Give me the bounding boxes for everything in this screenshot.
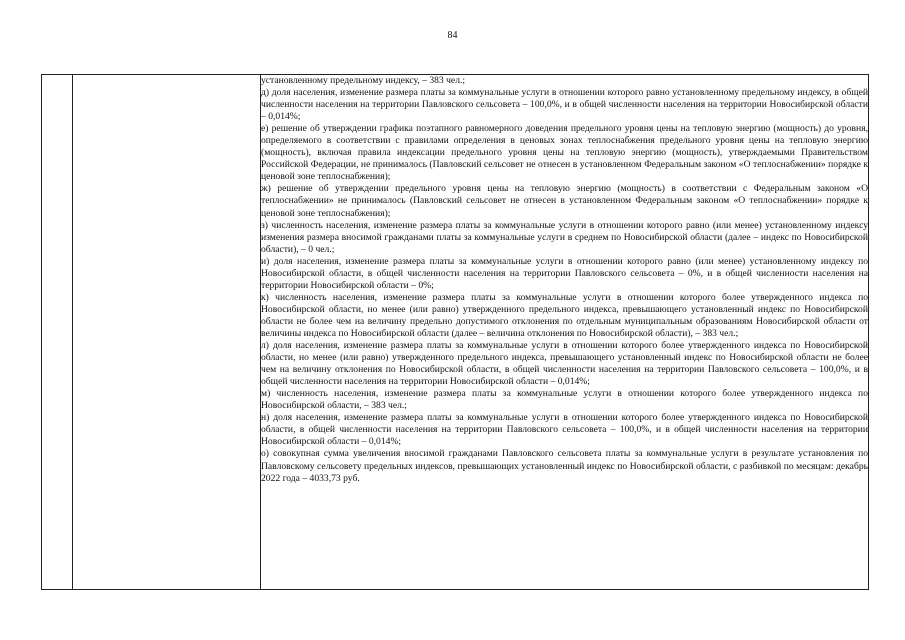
paragraph-d: д) доля населения, изменение размера платы за коммунальные услуги в отношении которого равно установленному предельному индексу, в общей численности населения на территории Павловского сельсовета – 100,0%, и в общей численности населения на территории Новосибирской области – 0,014%;: [261, 87, 868, 123]
paragraph-z: з) численность населения, изменение размера платы за коммунальные услуги в отношении которого равно (или менее) установленному индексу изменения размера вносимой гражданами платы за коммунальные услуги в среднем по Новосибирской области (далее – индекс по Новосибирской области), – 0 чел.;: [261, 219, 868, 255]
table-cell-number: [42, 75, 73, 590]
table-cell-name: [73, 75, 261, 590]
paragraph-e: е) решение об утверждении графика поэтапного равномерного доведения предельного уровня цены на тепловую энергию (мощность) до уровня, определяемого в соответствии с правилами определения в ценовых зонах теплоснабжения предельного уровня цены на тепловую энергию (мощность), включая правила индексации предельного уровня цены на тепловую энергию (мощность), утверждаемыми Правительством Российской Федерации, не принималось (Павловский сельсовет не отнесен в установленном Федеральным законом «О теплоснабжении» порядке к ценовой зоне теплоснабжения);: [261, 123, 868, 183]
paragraph-n: н) доля населения, изменение размера платы за коммунальные услуги в отношении которого более утвержденного индекса по Новосибирской области, в общей численности населения на территории Павловского сельсовета – 100,0%, и в общей численности населения на территории Новосибирской области – 0,014%;: [261, 412, 868, 448]
document-table: [41, 74, 869, 590]
table-row: [42, 75, 869, 590]
page-number: 84: [447, 30, 458, 41]
table-cell-content: [261, 75, 869, 590]
paragraph-intro: установленному предельному индексу, – 383 чел.;: [261, 75, 466, 86]
paragraph-l: л) доля населения, изменение размера платы за коммунальные услуги в отношении которого более утвержденного индекса по Новосибирской области, но менее (или равно) утвержденного предельного индекса, превышающего установленный индекс по Новосибирской области не более чем на величину отклонения по Новосибирской области, в общей численности населения на территории Павловского сельсовета – 100,0%, и в общей численности населения на территории Новосибирской области – 0,014%;: [261, 340, 868, 388]
paragraph-m: м) численность населения, изменение размера платы за коммунальные услуги в отношении которого более утвержденного индекса по Новосибирской области, – 383 чел.;: [261, 388, 868, 412]
paragraph-o: о) совокупная сумма увеличения вносимой гражданами Павловского сельсовета платы за коммунальные услуги в результате установления по Павловскому сельсовету предельных индексов, превышающих установленный индекс по Новосибирской области, с разбивкой по месяцам: декабрь 2022 года – 4033,73 руб.: [261, 448, 868, 484]
paragraph-k: к) численность населения, изменение размера платы за коммунальные услуги в отношении которого более утвержденного индекса по Новосибирской области, но менее (или равно) утвержденного предельного индекса, превышающего установленный индекс по Новосибирской области не более чем на величину предельно допустимого отклонения по отдельным муниципальным образованиям Новосибирской области от величины индекса по Новосибирской области (далее – величина отклонения по Новосибирской области), – 383 чел.;: [261, 291, 868, 339]
paragraph-zh: ж) решение об утверждении предельного уровня цены на тепловую энергию (мощность) в соответствии с Федеральным законом «О теплоснабжении» не принималось (Павловский сельсовет не отнесен в установленном Федеральным законом «О теплоснабжении» порядке к ценовой зоне теплоснабжения);: [261, 183, 868, 219]
paragraph-i: и) доля населения, изменение размера платы за коммунальные услуги в отношении которого равно (или менее) установленному индексу по Новосибирской области, в общей численности населения на территории Павловского сельсовета – 0%, и в общей численности населения на территории Новосибирской области – 0%;: [261, 255, 868, 291]
